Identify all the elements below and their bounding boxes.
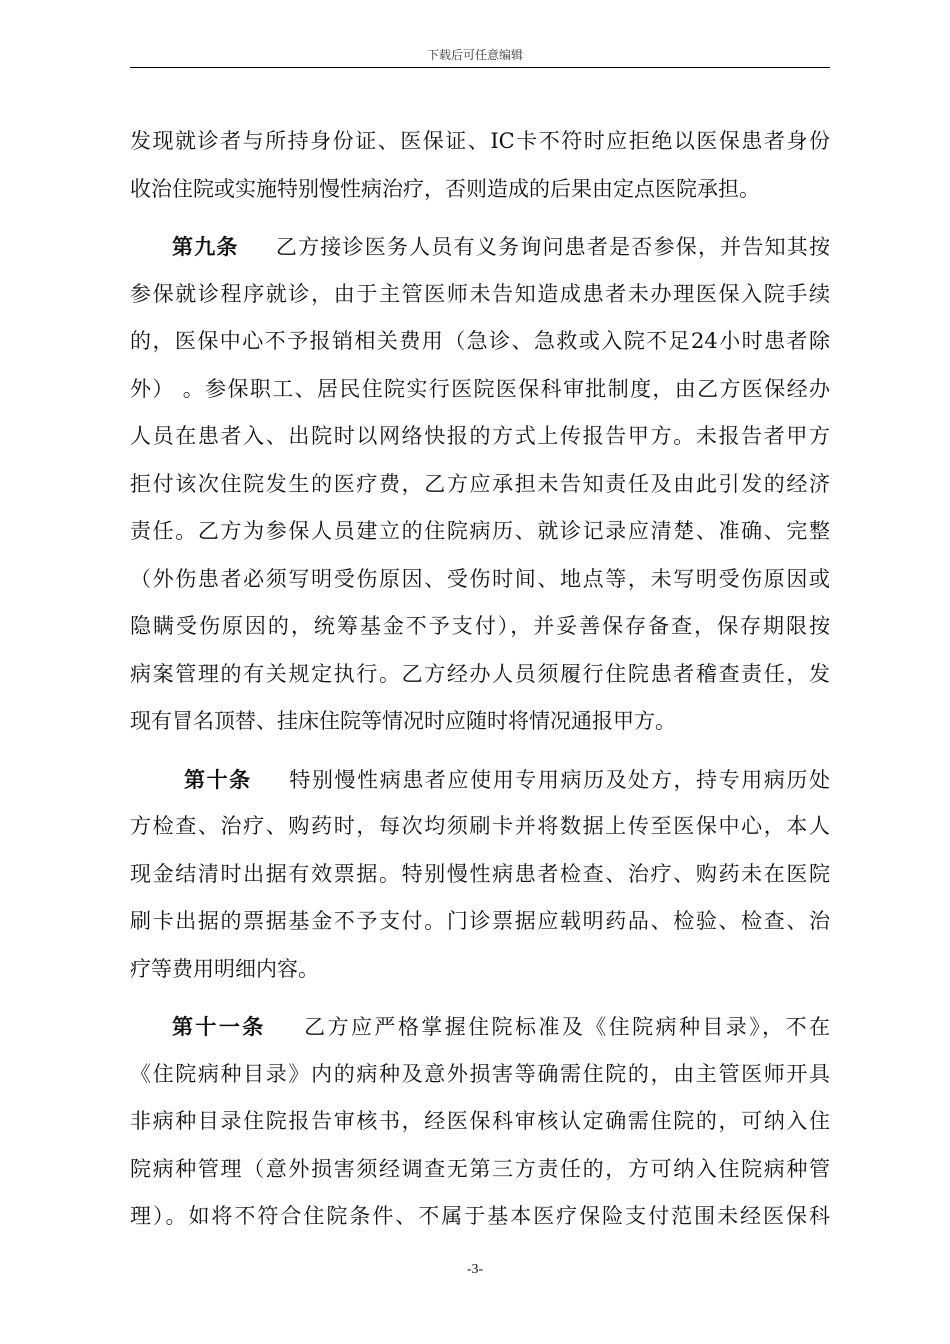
text-line: 非病种目录住院报告审核书，经医保科审核认定确需住院的，可纳入住 bbox=[130, 1109, 830, 1133]
document-body bbox=[130, 118, 830, 1241]
text-line: 参保就诊程序就诊，由于主管医师未告知造成患者未办理医保入院手续 bbox=[130, 281, 830, 306]
text-line: 病案管理的有关规定执行。乙方经办人员须履行住院患者稽查责任，发 bbox=[130, 661, 830, 686]
text-line: 刷卡出据的票据基金不予支付。门诊票据应载明药品、检验、检查、治 bbox=[130, 909, 830, 933]
text-line: 收治住院或实施特别慢性病治疗，否则造成的后果由定点医院承担。 bbox=[130, 176, 760, 201]
page-number: -3- bbox=[466, 1262, 484, 1277]
text-line: 隐瞒受伤原因的，统筹基金不予支付），并妥善保存备查，保存期限按 bbox=[130, 614, 830, 638]
article-10-title: 第十条 bbox=[184, 766, 252, 792]
article-10-first-line bbox=[130, 756, 830, 804]
text-line: 外） 。参保职工、居民住院实行医院医保科审批制度，由乙方医保经办 bbox=[130, 376, 830, 401]
text-line: 责任。乙方为参保人员建立的住院病历、就诊记录应清楚、准确、完整 bbox=[130, 519, 830, 543]
article-11-text: 乙方应严格掌握住院标准及《住院病种目录》，不在 bbox=[301, 1015, 831, 1039]
header-rule bbox=[130, 67, 830, 68]
article-9-first-line bbox=[130, 223, 830, 271]
article-9-title: 第九条 bbox=[172, 234, 239, 259]
text-line: 现有冒名顶替、挂床住院等情况时应随时将情况通报甲方。 bbox=[130, 709, 676, 733]
text-line: 现金结清时出据有效票据。特别慢性病患者检查、治疗、购药未在医院 bbox=[130, 861, 830, 886]
page-header: 下载后可任意编辑 bbox=[426, 48, 523, 62]
text-line: 方检查、治疗、购药时，每次均须刷卡并将数据上传至医保中心，本人 bbox=[130, 814, 830, 838]
article-9-text: 乙方接诊医务人员有义务询问患者是否参保，并告知其按 bbox=[274, 235, 831, 259]
article-11-title: 第十一条 bbox=[172, 1014, 266, 1039]
text-line: （外伤患者必须写明受伤原因、受伤时间、地点等，未写明受伤原因或 bbox=[130, 566, 830, 591]
text-line: 拒付该次住院发生的医疗费，乙方应承担未告知责任及由此引发的经济 bbox=[130, 471, 830, 496]
text-line: 疗等费用明细内容。 bbox=[130, 956, 319, 981]
article-11-first-line bbox=[130, 1003, 830, 1051]
text-line: 发现就诊者与所持身份证、医保证、IC卡不符时应拒绝以医保患者身份 bbox=[130, 129, 830, 153]
article-10-text: 特别慢性病患者应使用专用病历及处方，持专用病历处 bbox=[287, 767, 831, 792]
text-line: 人员在患者入、出院时以网络快报的方式上传报告甲方。未报告者甲方 bbox=[130, 424, 830, 448]
text-line: 《住院病种目录》内的病种及意外损害等确需住院的，由主管医师开具 bbox=[130, 1061, 830, 1086]
text-line: 理）。如将不符合住院条件、不属于基本医疗保险支付范围未经医保科 bbox=[130, 1204, 830, 1228]
text-line: 的，医保中心不予报销相关费用（急诊、急救或入院不足24小时患者除 bbox=[130, 329, 830, 353]
text-line: 院病种管理（意外损害须经调查无第三方责任的，方可纳入住院病种管 bbox=[130, 1156, 830, 1181]
